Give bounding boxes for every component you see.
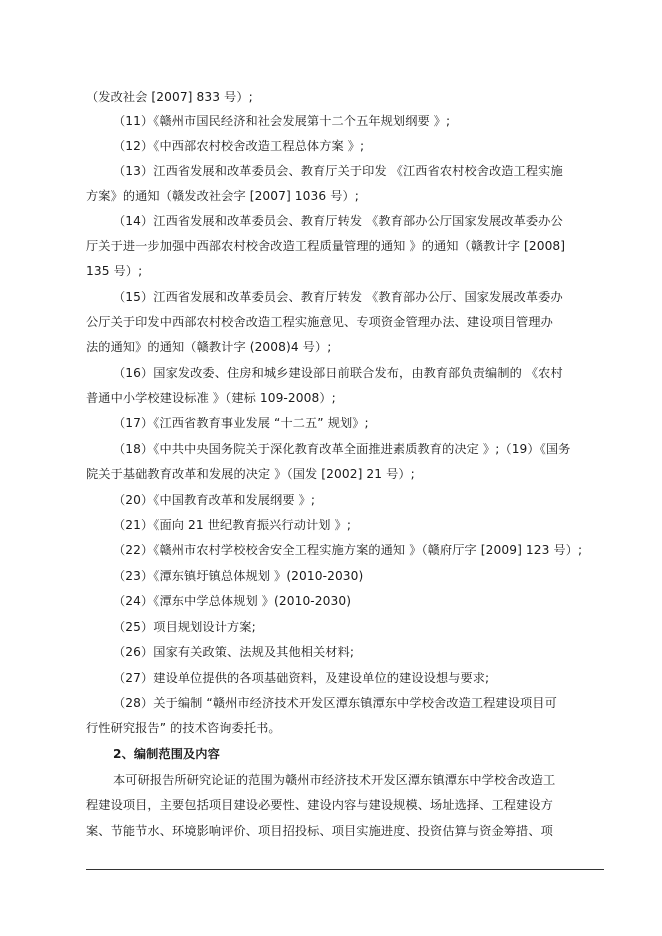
reference-item-22: （22）《赣州市农村学校校舍安全工程实施方案的通知 》（赣府厅字 [2009] 123 号）;: [113, 543, 583, 557]
section-heading: 2、编制范围及内容: [113, 747, 220, 761]
reference-item-14-cont: 厅关于进一步加强中西部农村校舍改造工程质量管理的通知 》的通知（赣教计字 [2008]: [86, 239, 566, 253]
body-paragraph-line: 本可研报告所研究论证的范围为赣州市经济技术开发区潭东镇潭东中学校舍改造工: [113, 773, 556, 787]
reference-item-26: （26）国家有关政策、法规及其他相关材料;: [113, 645, 355, 659]
reference-item-15-cont: 公厅关于印发中西部农村校舍改造工程实施意见、专项资金管理办法、建设项目管理办: [86, 315, 553, 329]
reference-item-12: （12）《中西部农村校舍改造工程总体方案 》;: [113, 139, 365, 153]
reference-item-19-cont: 院关于基础教育改革和发展的决定 》（国发 [2002] 21 号）;: [86, 467, 415, 481]
footer-divider: [86, 869, 604, 870]
reference-item-23: （23）《潭东镇圩镇总体规划 》(2010-2030): [113, 569, 364, 583]
reference-item-27: （27）建设单位提供的各项基础资料，及建设单位的建设设想与要求;: [113, 671, 490, 685]
reference-item-24: （24）《潭东中学总体规划 》(2010-2030): [113, 594, 352, 608]
reference-item-16-cont: 普通中小学校建设标准 》（建标 109-2008）;: [86, 391, 336, 405]
reference-item-14: （14）江西省发展和改革委员会、教育厅转发 《教育部办公厅国家发展改革委办公: [113, 214, 563, 228]
reference-item-21: （21）《面向 21 世纪教育振兴行动计划 》;: [113, 518, 352, 532]
reference-item-15: （15）江西省发展和改革委员会、教育厅转发 《教育部办公厅、国家发展改革委办: [113, 290, 563, 304]
reference-item-14-cont: 135 号）;: [86, 264, 143, 278]
reference-item-16: （16）国家发改委、住房和城乡建设部日前联合发布，由教育部负责编制的 《农村: [113, 366, 563, 380]
reference-item-15-cont: 法的通知》的通知（赣教计字 (2008)4 号）;: [86, 340, 332, 354]
reference-item-11: （11）《赣州市国民经济和社会发展第十二个五年规划纲要 》;: [113, 114, 451, 128]
reference-item-20: （20）《中国教育改革和发展纲要 》;: [113, 493, 316, 507]
reference-item-18-19: （18）《中共中央国务院关于深化教育改革全面推进素质教育的决定 》;（19）《国务: [113, 442, 571, 456]
reference-item-13: （13）江西省发展和改革委员会、教育厅关于印发 《江西省农村校舍改造工程实施: [113, 164, 563, 178]
body-paragraph-line: 案、节能节水、环境影响评价、项目招投标、项目实施进度、投资估算与资金筹措、项: [86, 824, 553, 838]
body-paragraph-line: 程建设项目，主要包括项目建设必要性、建设内容与建设规模、场址选择、工程建设方: [86, 798, 553, 812]
reference-item-13-cont: 方案》的通知（赣发改社会字 [2007] 1036 号）;: [86, 189, 359, 203]
reference-item-25: （25）项目规划设计方案;: [113, 620, 256, 634]
reference-item-28-cont: 行性研究报告” 的技术咨询委托书。: [86, 721, 281, 735]
reference-item-17: （17）《江西省教育事业发展 “十二五” 规划》;: [113, 416, 369, 430]
reference-continuation: （发改社会 [2007] 833 号）;: [86, 90, 253, 104]
reference-item-28: （28）关于编制 “赣州市经济技术开发区潭东镇潭东中学校舍改造工程建设项目可: [113, 696, 557, 710]
